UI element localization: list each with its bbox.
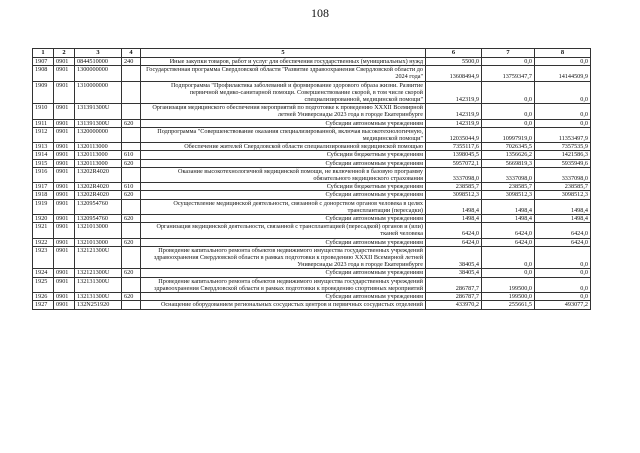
expense-type-cell: 620 — [122, 191, 141, 199]
description-cell: Государственная программа Свердловской области "Развитие здравоохранения Свердловской области до 2024 года" — [141, 66, 426, 81]
target-code-cell: 13202R4020 — [75, 183, 122, 191]
amount-year2-cell: 0,0 — [482, 119, 535, 127]
table-row — [33, 199, 591, 214]
amount-year1-cell: 286787,7 — [426, 277, 482, 292]
amount-year2-cell: 0,0 — [482, 246, 535, 269]
table-row — [33, 159, 591, 167]
expense-type-cell — [122, 246, 141, 269]
table-row — [33, 127, 591, 142]
description-cell: Подпрограмма "Профилактика заболеваний и формирование здорового образа жизни. Развитие первичной медико-санитарной помощи. Совершенствование скорой, в том числе скорой специализированной, медицинской помощи" — [141, 81, 426, 104]
amount-year2-cell: 10997919,0 — [482, 127, 535, 142]
row-number-cell: 1913 — [33, 143, 54, 151]
amount-year2-cell: 13759347,7 — [482, 66, 535, 81]
amount-year1-cell: 238585,7 — [426, 183, 482, 191]
section-code-cell: 0901 — [54, 191, 75, 199]
amount-year3-cell: 0,0 — [535, 246, 591, 269]
row-number-cell: 1916 — [33, 167, 54, 182]
target-code-cell: 13202R4020 — [75, 167, 122, 182]
row-number-cell: 1917 — [33, 183, 54, 191]
amount-year1-cell: 1498,4 — [426, 215, 482, 223]
row-number-cell: 1911 — [33, 119, 54, 127]
amount-year2-cell: 6424,0 — [482, 238, 535, 246]
target-code-cell: 1300000000 — [75, 66, 122, 81]
amount-year3-cell: 6424,0 — [535, 238, 591, 246]
table-row — [33, 223, 591, 238]
target-code-cell: 1320954760 — [75, 199, 122, 214]
amount-year2-cell: 6424,0 — [482, 223, 535, 238]
expense-type-cell: 620 — [122, 269, 141, 277]
section-code-cell: 0901 — [54, 215, 75, 223]
amount-year3-cell: 0,0 — [535, 58, 591, 66]
target-code-cell: 1310000000 — [75, 81, 122, 104]
amount-year2-cell: 0,0 — [482, 269, 535, 277]
row-number-cell: 1925 — [33, 277, 54, 292]
target-code-cell: 1320113000 — [75, 159, 122, 167]
amount-year1-cell: 5500,0 — [426, 58, 482, 66]
section-code-cell: 0901 — [54, 159, 75, 167]
expense-type-cell: 240 — [122, 58, 141, 66]
target-code-cell: 132131300U — [75, 293, 122, 301]
expense-type-cell — [122, 143, 141, 151]
table-row — [33, 66, 591, 81]
table-row — [33, 277, 591, 292]
description-cell: Оказание высокотехнологичной медицинской помощи, не включенной в базовую программу обязательного медицинского страхования — [141, 167, 426, 182]
section-code-cell: 0901 — [54, 269, 75, 277]
amount-year3-cell: 0,0 — [535, 277, 591, 292]
table-row — [33, 238, 591, 246]
amount-year3-cell: 14144509,9 — [535, 66, 591, 81]
row-number-cell: 1915 — [33, 159, 54, 167]
table-row — [33, 119, 591, 127]
amount-year1-cell: 1498,4 — [426, 199, 482, 214]
target-code-cell: 1321013000 — [75, 238, 122, 246]
target-code-cell: 1320113000 — [75, 143, 122, 151]
section-code-cell: 0901 — [54, 151, 75, 159]
amount-year2-cell: 1356626,2 — [482, 151, 535, 159]
table-row — [33, 246, 591, 269]
target-code-cell: 1320113000 — [75, 151, 122, 159]
row-number-cell: 1918 — [33, 191, 54, 199]
row-number-cell: 1926 — [33, 293, 54, 301]
expense-type-cell — [122, 127, 141, 142]
amount-year1-cell: 3098512,3 — [426, 191, 482, 199]
amount-year3-cell: 11353497,9 — [535, 127, 591, 142]
section-code-cell: 0901 — [54, 223, 75, 238]
amount-year2-cell: 1498,4 — [482, 199, 535, 214]
target-code-cell: 132131300U — [75, 277, 122, 292]
section-code-cell: 0901 — [54, 277, 75, 292]
description-cell: Оснащение оборудованием региональных сосудистых центров и первичных сосудистых отделений — [141, 301, 426, 309]
header-cell: 4 — [122, 49, 141, 58]
target-code-cell: 132121300U — [75, 269, 122, 277]
table-row — [33, 269, 591, 277]
amount-year1-cell: 13608494,9 — [426, 66, 482, 81]
header-cell: 6 — [426, 49, 482, 58]
target-code-cell: 1321013000 — [75, 223, 122, 238]
target-code-cell: 13202R4020 — [75, 191, 122, 199]
expense-type-cell — [122, 277, 141, 292]
description-cell: Субсидии бюджетным учреждениям — [141, 183, 426, 191]
table-row — [33, 301, 591, 309]
amount-year1-cell: 142319,9 — [426, 104, 482, 119]
row-number-cell: 1922 — [33, 238, 54, 246]
amount-year3-cell: 7357535,9 — [535, 143, 591, 151]
description-cell: Субсидии автономным учреждениям — [141, 293, 426, 301]
description-cell: Осуществление медицинской деятельности, связанной с донорством органов человека в целях трансплантации (пересадки) — [141, 199, 426, 214]
target-code-cell: 1320954760 — [75, 215, 122, 223]
section-code-cell: 0901 — [54, 199, 75, 214]
description-cell: Обеспечение жителей Свердловской области специализированной медицинской помощью — [141, 143, 426, 151]
expense-type-cell — [122, 223, 141, 238]
section-code-cell: 0901 — [54, 238, 75, 246]
amount-year3-cell: 0,0 — [535, 269, 591, 277]
amount-year3-cell: 493077,2 — [535, 301, 591, 309]
amount-year2-cell: 7026345,5 — [482, 143, 535, 151]
table-row — [33, 58, 591, 66]
amount-year1-cell: 7355117,6 — [426, 143, 482, 151]
row-number-cell: 1919 — [33, 199, 54, 214]
expense-type-cell: 620 — [122, 119, 141, 127]
section-code-cell: 0901 — [54, 167, 75, 182]
amount-year2-cell: 3337098,0 — [482, 167, 535, 182]
amount-year3-cell: 0,0 — [535, 81, 591, 104]
description-cell: Организация медицинского обеспечения мероприятий по подготовке к проведению XXXII Всемирной летней Универсиады 2023 года в городе Екатеринбурге — [141, 104, 426, 119]
section-code-cell: 0901 — [54, 104, 75, 119]
description-cell: Проведение капитального ремонта объектов недвижимого имущества государственных учреждений здравоохранения Свердловской области в рамках подготовки к проведению XXXII Всемирной летней Универсиады 2023 года в городе Екатеринбурге — [141, 246, 426, 269]
amount-year1-cell: 6424,0 — [426, 223, 482, 238]
table-row — [33, 215, 591, 223]
description-cell: Субсидии бюджетным учреждениям — [141, 151, 426, 159]
description-cell: Проведение капитального ремонта объектов недвижимого имущества государственных учреждений здравоохранения Свердловской области в рамках подготовки к проведению спортивных мероприятий — [141, 277, 426, 292]
target-code-cell: 0844510000 — [75, 58, 122, 66]
row-number-cell: 1921 — [33, 223, 54, 238]
table-row — [33, 183, 591, 191]
amount-year1-cell: 38405,4 — [426, 246, 482, 269]
expense-type-cell — [122, 301, 141, 309]
amount-year2-cell: 238585,7 — [482, 183, 535, 191]
expense-type-cell — [122, 167, 141, 182]
budget-table — [32, 48, 591, 310]
amount-year1-cell: 3337098,0 — [426, 167, 482, 182]
description-cell: Субсидии автономным учреждениям — [141, 215, 426, 223]
amount-year3-cell: 1498,4 — [535, 199, 591, 214]
target-code-cell: 131391300U — [75, 119, 122, 127]
amount-year3-cell: 1498,4 — [535, 215, 591, 223]
expense-type-cell: 610 — [122, 183, 141, 191]
section-code-cell: 0901 — [54, 66, 75, 81]
section-code-cell: 0901 — [54, 127, 75, 142]
amount-year2-cell: 5669819,3 — [482, 159, 535, 167]
header-cell: 7 — [482, 49, 535, 58]
amount-year1-cell: 5957072,1 — [426, 159, 482, 167]
row-number-cell: 1907 — [33, 58, 54, 66]
amount-year3-cell: 0,0 — [535, 104, 591, 119]
table-row — [33, 81, 591, 104]
header-cell: 2 — [54, 49, 75, 58]
description-cell: Субсидии автономным учреждениям — [141, 159, 426, 167]
amount-year1-cell: 12035044,9 — [426, 127, 482, 142]
description-cell: Подпрограмма "Совершенствование оказания специализированной, включая высокотехнологичную, медицинской помощи" — [141, 127, 426, 142]
amount-year1-cell: 38405,4 — [426, 269, 482, 277]
row-number-cell: 1914 — [33, 151, 54, 159]
amount-year2-cell: 0,0 — [482, 104, 535, 119]
row-number-cell: 1912 — [33, 127, 54, 142]
amount-year1-cell: 1398045,5 — [426, 151, 482, 159]
amount-year3-cell: 5935949,6 — [535, 159, 591, 167]
amount-year2-cell: 199500,0 — [482, 277, 535, 292]
table-row — [33, 151, 591, 159]
description-cell: Субсидии автономным учреждениям — [141, 238, 426, 246]
amount-year1-cell: 142319,9 — [426, 119, 482, 127]
table-row — [33, 143, 591, 151]
amount-year2-cell: 0,0 — [482, 58, 535, 66]
expense-type-cell — [122, 104, 141, 119]
amount-year1-cell: 142319,9 — [426, 81, 482, 104]
expense-type-cell: 620 — [122, 159, 141, 167]
target-code-cell: 1320000000 — [75, 127, 122, 142]
table-row — [33, 191, 591, 199]
section-code-cell: 0901 — [54, 246, 75, 269]
page-number: 108 — [311, 6, 329, 20]
amount-year3-cell: 3098512,3 — [535, 191, 591, 199]
amount-year3-cell: 0,0 — [535, 293, 591, 301]
amount-year1-cell: 6424,0 — [426, 238, 482, 246]
description-cell: Иные закупки товаров, работ и услуг для обеспечения государственных (муниципальных) нужд — [141, 58, 426, 66]
expense-type-cell — [122, 81, 141, 104]
target-code-cell: 131391300U — [75, 104, 122, 119]
section-code-cell: 0901 — [54, 58, 75, 66]
header-cell: 1 — [33, 49, 54, 58]
row-number-cell: 1923 — [33, 246, 54, 269]
description-cell: Субсидии автономным учреждениям — [141, 269, 426, 277]
amount-year3-cell: 0,0 — [535, 119, 591, 127]
amount-year2-cell: 199500,0 — [482, 293, 535, 301]
table-row — [33, 104, 591, 119]
description-cell: Субсидии автономным учреждениям — [141, 119, 426, 127]
target-code-cell: 132121300U — [75, 246, 122, 269]
section-code-cell: 0901 — [54, 143, 75, 151]
table-body — [33, 58, 591, 310]
amount-year2-cell: 255661,5 — [482, 301, 535, 309]
header-cell: 8 — [535, 49, 591, 58]
section-code-cell: 0901 — [54, 119, 75, 127]
amount-year1-cell: 433970,2 — [426, 301, 482, 309]
section-code-cell: 0901 — [54, 293, 75, 301]
section-code-cell: 0901 — [54, 183, 75, 191]
expense-type-cell: 620 — [122, 238, 141, 246]
header-cell: 5 — [141, 49, 426, 58]
row-number-cell: 1909 — [33, 81, 54, 104]
amount-year2-cell: 0,0 — [482, 81, 535, 104]
row-number-cell: 1910 — [33, 104, 54, 119]
amount-year2-cell: 3098512,3 — [482, 191, 535, 199]
header-row — [33, 49, 591, 58]
expense-type-cell: 610 — [122, 151, 141, 159]
amount-year3-cell: 3337098,0 — [535, 167, 591, 182]
row-number-cell: 1908 — [33, 66, 54, 81]
amount-year1-cell: 286787,7 — [426, 293, 482, 301]
description-cell: Субсидии автономным учреждениям — [141, 191, 426, 199]
expense-type-cell: 620 — [122, 215, 141, 223]
table-row — [33, 293, 591, 301]
amount-year3-cell: 6424,0 — [535, 223, 591, 238]
table-row — [33, 167, 591, 182]
description-cell: Организация медицинской деятельности, связанной с трансплантацией (пересадкой) органов и (или) тканей человека — [141, 223, 426, 238]
target-code-cell: 132N251920 — [75, 301, 122, 309]
row-number-cell: 1924 — [33, 269, 54, 277]
amount-year3-cell: 1421586,3 — [535, 151, 591, 159]
expense-type-cell — [122, 66, 141, 81]
amount-year3-cell: 238585,7 — [535, 183, 591, 191]
header-cell: 3 — [75, 49, 122, 58]
amount-year2-cell: 1498,4 — [482, 215, 535, 223]
section-code-cell: 0901 — [54, 81, 75, 104]
section-code-cell: 0901 — [54, 301, 75, 309]
row-number-cell: 1920 — [33, 215, 54, 223]
expense-type-cell: 620 — [122, 293, 141, 301]
row-number-cell: 1927 — [33, 301, 54, 309]
expense-type-cell — [122, 199, 141, 214]
